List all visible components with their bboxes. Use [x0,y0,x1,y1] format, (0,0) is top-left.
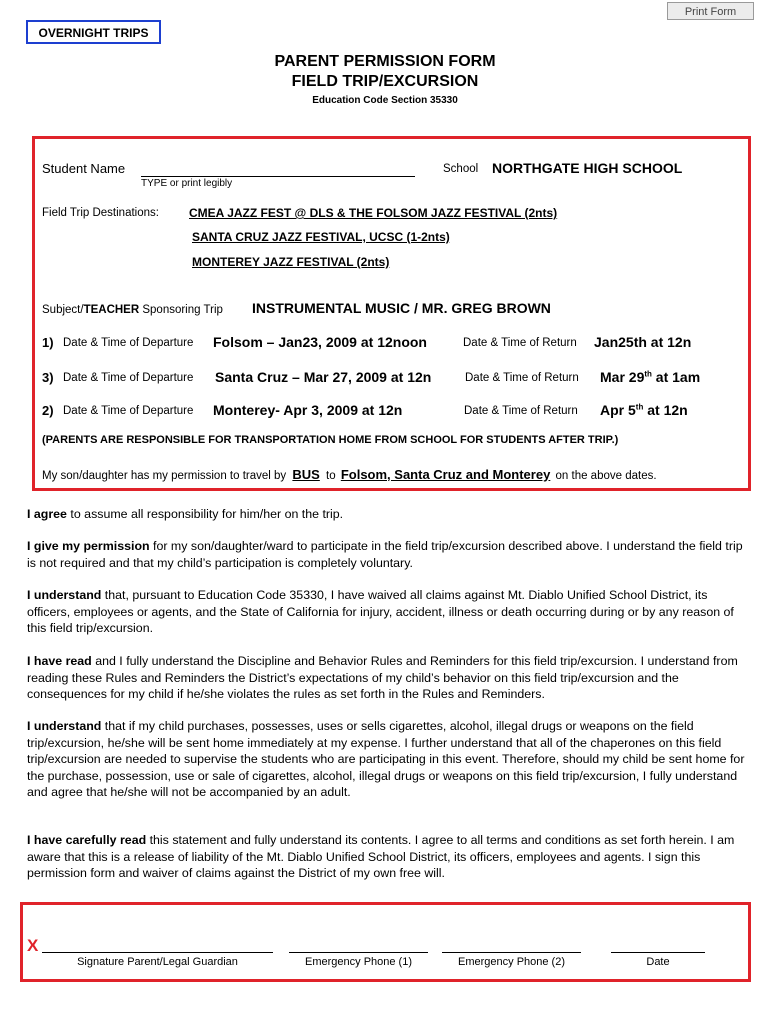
paragraph-lead: I have read [27,654,92,668]
destinations-label: Field Trip Destinations: [42,207,159,219]
paragraph-text: to assume all responsibility for him/her on the trip. [66,507,344,521]
destination-2[interactable]: SANTA CRUZ JAZZ FESTIVAL, UCSC (1-2nts) [192,230,450,244]
travel-permission-line [42,467,657,482]
signature-x-mark: X [27,936,39,955]
subject-label-post: Sponsoring Trip [139,304,223,316]
return-ordinal: th [635,402,644,412]
conduct-paragraph [27,718,747,801]
overnight-trips-tag: OVERNIGHT TRIPS [26,20,161,44]
permission-paragraph [27,538,747,571]
signature-label: Signature Parent/Legal Guardian [77,956,238,968]
departure-field[interactable]: Santa Cruz – Mar 27, 2009 at 12n [215,369,432,385]
signature-line[interactable] [42,952,273,953]
release-paragraph [27,832,747,882]
form-title: PARENT PERMISSION FORM [274,53,496,70]
subject-label-pre: Subject/ [42,304,84,316]
destination-3[interactable]: MONTEREY JAZZ FESTIVAL (2nts) [192,255,390,269]
travel-destination-field[interactable]: Folsom, Santa Cruz and Monterey [340,467,551,482]
rules-paragraph [27,653,747,703]
date-label: Date [646,956,670,968]
departure-label: Date & Time of Departure [63,405,194,417]
paragraph-lead: I give my permission [27,539,150,553]
transport-note: (PARENTS ARE RESPONSIBLE FOR TRANSPORTATION HOME FROM SCHOOL FOR STUDENTS AFTER TRIP.) [42,434,619,446]
emergency-phone-2-line[interactable] [442,952,581,953]
return-ordinal: th [644,369,652,379]
return-date: Apr 5 [600,402,636,418]
travel-post: on the above dates. [555,470,657,482]
return-field[interactable] [594,334,691,350]
paragraph-text: and I fully understand the Discipline and Behavior Rules and Reminders for this field trip/excursion. I understand from reading these Rules and Reminders the District’s expectations of my child’s behavior on this field trip/excursion and the consequences for my child if he/she violates the rules as set forth in the Rules and Reminders. [27,654,738,701]
subject-teacher-label [42,304,223,316]
student-name-field[interactable] [141,160,415,177]
departure-field[interactable]: Folsom – Jan23, 2009 at 12noon [213,334,427,350]
trip-number: 3) [42,370,54,385]
paragraph-text: that, pursuant to Education Code 35330, I have waived all claims against Mt. Diablo Unified School District, its officers, employees or agents, and the State of California for injury, accident, illness or death occurring during or by any reason of this field trip/excursion. [27,588,734,635]
education-code: Education Code Section 35330 [312,95,458,106]
form-subtitle: FIELD TRIP/EXCURSION [291,73,479,90]
trip-number: 2) [42,403,54,418]
waiver-paragraph [27,587,747,637]
subject-teacher-field[interactable]: INSTRUMENTAL MUSIC / MR. GREG BROWN [252,300,551,316]
date-line[interactable] [611,952,705,953]
paragraph-lead: I understand [27,719,102,733]
return-label: Date & Time of Return [465,372,579,384]
departure-label: Date & Time of Departure [63,337,194,349]
school-field[interactable]: NORTHGATE HIGH SCHOOL [492,160,683,176]
school-label: School [443,163,479,175]
signature-box [20,902,751,982]
trip-number: 1) [42,335,54,350]
agreement-paragraph [27,506,747,523]
travel-pre: My son/daughter has my permission to travel by [42,470,287,482]
emergency-phone-1-line[interactable] [289,952,428,953]
paragraph-text: that if my child purchases, possesses, uses or sells cigarettes, alcohol, illegal drugs or weapons on the field trip/excursion, he/she will be sent home immediately at my expense. I further understand that all of the chaperones on this field trip/excursion are needed to supervise the students who are participating in this event. Therefore, should my child be sent home for the purchase, possession, use or sale of cigarettes, alcohol, illegal drugs or weapons on this field trip/excursion, I fully understand and agree that he/she will not be accompanied by an adult. [27,719,745,799]
return-date: Mar 29 [600,369,645,385]
departure-field[interactable]: Monterey- Apr 3, 2009 at 12n [213,402,403,418]
return-label: Date & Time of Return [463,337,577,349]
return-time: at 1am [651,369,701,385]
paragraph-text: this statement and fully understand its contents. I agree to all terms and conditions as set forth herein. I am aware that this is a release of liability of the Mt. Diablo Unified School District, its officers, employees and agents. I sign this permission form and waiver of claims against the District of my own free will. [27,833,735,880]
student-name-label: Student Name [42,161,126,176]
return-date: Jan25th at 12n [594,334,692,350]
emergency-phone-1-label: Emergency Phone (1) [305,956,412,968]
student-name-hint: TYPE or print legibly [141,178,233,189]
paragraph-lead: I agree [27,507,67,521]
travel-mode-field[interactable]: BUS [292,467,320,482]
return-field[interactable] [600,369,700,385]
return-label: Date & Time of Return [464,405,578,417]
return-field[interactable] [600,402,688,418]
paragraph-text: for my son/daughter/ward to participate in the field trip/excursion described above. I understand the field trip is not required and that my child’s participation is completely voluntary. [27,539,743,570]
departure-label: Date & Time of Departure [63,372,194,384]
travel-to: to [326,470,336,482]
paragraph-lead: I have carefully read [27,833,147,847]
paragraph-lead: I understand [27,588,102,602]
destination-1[interactable]: CMEA JAZZ FEST @ DLS & THE FOLSOM JAZZ FESTIVAL (2nts) [189,206,558,220]
emergency-phone-2-label: Emergency Phone (2) [458,956,565,968]
print-form-button[interactable]: Print Form [667,2,754,20]
return-time: at 12n [643,402,688,418]
subject-label-bold: TEACHER [83,304,140,316]
